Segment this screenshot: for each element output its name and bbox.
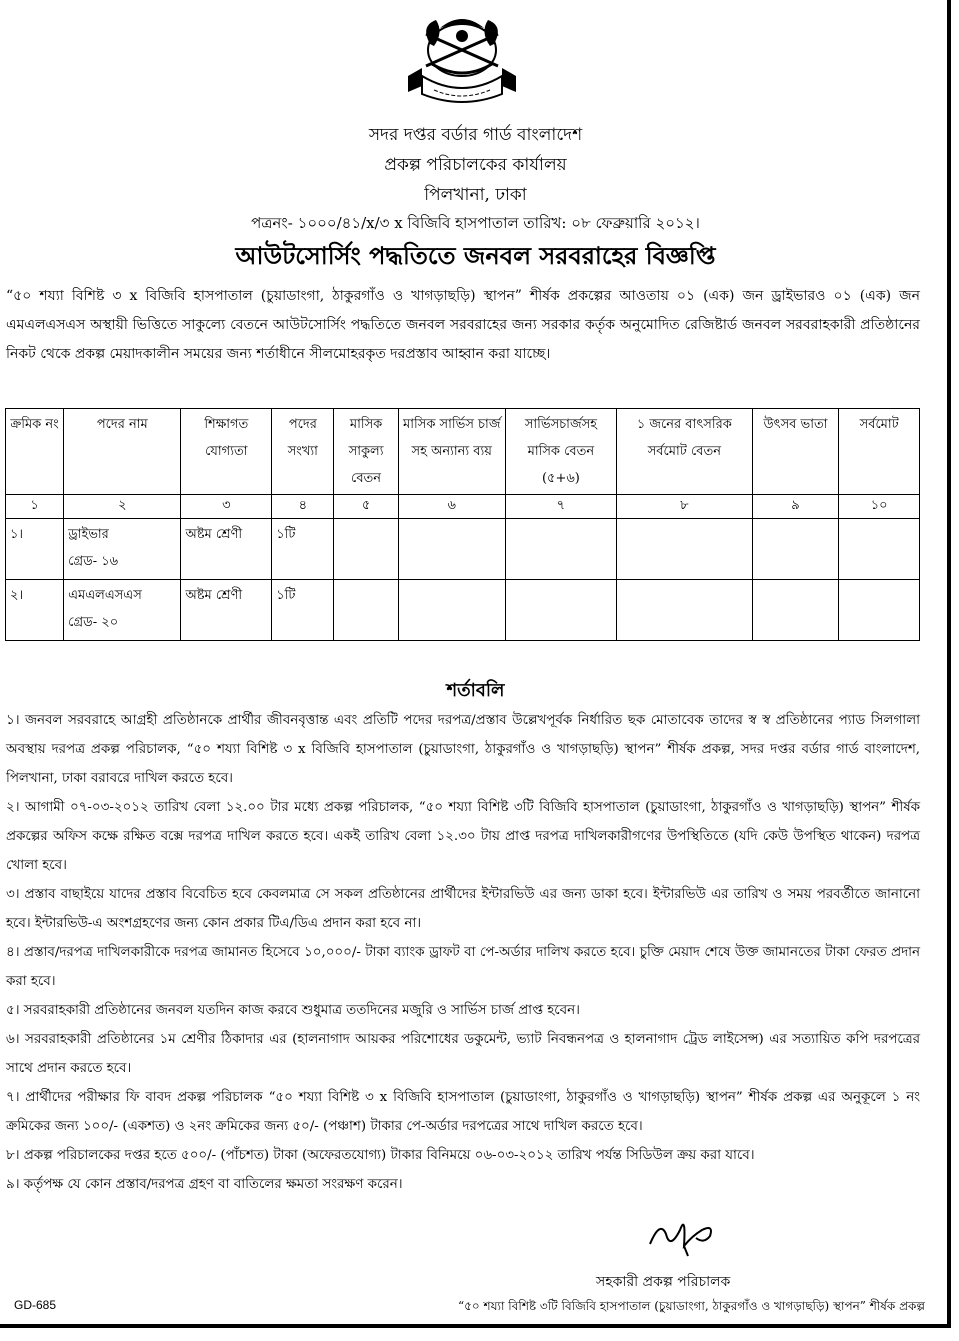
col-number: ৩ <box>181 495 272 519</box>
col-service-charge: মাসিক সার্ভিস চার্জ সহ অন্যান্য ব্যয় <box>398 409 505 495</box>
empty-cell <box>398 519 505 580</box>
col-education: শিক্ষাগত যোগ্যতা <box>181 409 272 495</box>
empty-cell <box>617 580 753 641</box>
empty-cell <box>617 519 753 580</box>
col-monthly-total: সার্ভিসচার্জসহ মাসিক বেতন (৫+৬) <box>505 409 616 495</box>
col-grand-total: সর্বমোট <box>839 409 920 495</box>
term-item: ৯। কর্তৃপক্ষ যে কোন প্রস্তাব/দরপত্র গ্রহণ বা বাতিলের ক্ষমতা সংরক্ষণ করেন। <box>6 1177 403 1192</box>
signatory-project: “৫০ শয্যা বিশিষ্ট ৩টি বিজিবি হাসপাতাল (চুয়াডাংগা, ঠাকুরগাঁও ও খাগড়াছড়ি) স্থাপন” শীর্ষক প্রকল্প <box>457 1299 925 1313</box>
post-grade: গ্রেড- ২০ <box>68 615 119 630</box>
term-item: ৫। সরবরাহকারী প্রতিষ্ঠানের জনবল যতদিন কাজ করবে শুধুমাত্র ততদিনের মজুরি ও সার্ভিস চার্জ প্রাপ্ত হবেন। <box>6 1003 580 1018</box>
office-location: পিলখানা, ঢাকা <box>424 185 527 205</box>
posts-table <box>5 408 920 641</box>
bgb-emblem-icon <box>400 6 524 110</box>
term-item: ৩। প্রস্তাব বাছাইয়ে যাদের প্রস্তাব বিবেচিত হবে কেবলমাত্র সে সকল প্রতিষ্ঠানের প্রার্থীদের ইন্টারভিউ এর জন্য ডাকা হবে। ইন্টারভিউ এর তারিখ ও সময় পরবর্তীতে জানানো হবে। ইন্টারভিউ-এ অংশগ্রহণের জন্য কোন প্রকার টিএ/ডিএ প্রদান করা হবে না। <box>6 887 920 931</box>
term-item: ৪। প্রস্তাব/দরপত্র দাখিলকারীকে দরপত্র জামানত হিসেবে ১০,০০০/- টাকা ব্যাংক ড্রাফট বা পে-অর্ডার দালিখ করতে হবে। চুক্তি মেয়াদ শেষে উক্ত জামানতের টাকা ফেরত প্রদান করা হবে। <box>6 945 920 989</box>
notice-title: আউটসোর্সিং পদ্ধতিতে জনবল সরবরাহের বিজ্ঞপ্তি <box>235 241 716 270</box>
table-row <box>6 519 920 580</box>
row-post-count: ১টি <box>272 580 334 641</box>
column-number-row <box>6 495 920 519</box>
col-yearly-total: ১ জনের বাৎসরিক সর্বমোট বেতন <box>617 409 753 495</box>
term-item: ৭। প্রার্থীদের পরীক্ষার ফি বাবদ প্রকল্প পরিচালক “৫০ শয্যা বিশিষ্ট ৩ x বিজিবি হাসপাতাল (চুয়াডাংগা, ঠাকুরগাঁও ও খাগড়াছড়ি) স্থাপন” শীর্ষক প্রকল্প এর অনুকূলে ১ নং ক্রমিকের জন্য ১০০/- (একশত) ও ২নং ক্রমিকের জন্য ৫০/- (পঞ্চাশ) টাকার পে-অর্ডার দরপত্রের সাথে দাখিল করতে হবে। <box>6 1090 920 1134</box>
col-number: ৪ <box>272 495 334 519</box>
empty-cell <box>334 580 398 641</box>
col-festival-allowance: উৎসব ভাতা <box>752 409 839 495</box>
row-post-count: ১টি <box>272 519 334 580</box>
org-name: সদর দপ্তর বর্ডার গার্ড বাংলাদেশ <box>368 125 583 145</box>
col-number: ৭ <box>505 495 616 519</box>
col-number: ৯ <box>752 495 839 519</box>
empty-cell <box>398 580 505 641</box>
terms-list <box>6 706 920 1199</box>
col-number: ৮ <box>617 495 753 519</box>
empty-cell <box>334 519 398 580</box>
office-name: প্রকল্প পরিচালকের কার্যালয় <box>384 155 567 175</box>
empty-cell <box>752 580 839 641</box>
post-name: এমএলএসএস <box>68 588 142 603</box>
col-number: ৫ <box>334 495 398 519</box>
empty-cell <box>505 580 616 641</box>
signatory-title: সহকারী প্রকল্প পরিচালক <box>596 1274 731 1290</box>
col-number: ২ <box>64 495 181 519</box>
col-post-name: পদের নাম <box>64 409 181 495</box>
document-code: GD-685 <box>14 1298 57 1312</box>
term-item: ২। আগামী ০৭-০৩-২০১২ তারিখ বেলা ১২.০০ টার মধ্যে প্রকল্প পরিচালক, “৫০ শয্যা বিশিষ্ট ৩টি বিজিবি হাসপাতাল (চুয়াডাংগা, ঠাকুরগাঁও ও খাগড়াছড়ি) স্থাপন” শীর্ষক প্রকল্পের অফিস কক্ষে রক্ষিত বক্সে দরপত্র দাখিল করতে হবে। একই তারিখ বেলা ১২.৩০ টায় প্রাপ্ত দরপত্র দাখিলকারীগণের উপস্থিতিতে (যদি কেউ উপস্থিত থাকেন) দরপত্র খোলা হবে। <box>6 800 920 873</box>
term-item: ৬। সরবরাহকারী প্রতিষ্ঠানের ১ম শ্রেণীর ঠিকাদার এর (হালনাগাদ আয়কর পরিশোধের ডকুমেন্ট, ভ্যাট নিবন্ধনপত্র ও হালনাগাদ ট্রেড লাইসেন্স) এর সত্যায়িত কপি দরপত্রের সাথে প্রদান করতে হবে। <box>6 1032 920 1076</box>
term-item: ১। জনবল সরবরাহে আগ্রহী প্রতিষ্ঠানকে প্রার্থীর জীবনবৃত্তান্ত এবং প্রতিটি পদের দরপত্র/প্রস্তাব উল্লেখপূর্বক নির্ধারিত ছক মোতাবেক তাদের স্ব স্ব প্রতিষ্ঠানের প্যাড সিলগালা অবস্থায় দরপত্র প্রকল্প পরিচালক, “৫০ শয্যা বিশিষ্ট ৩ x বিজিবি হাসপাতাল (চুয়াডাংগা, ঠাকুরগাঁও ও খাগড়াছড়ি) স্থাপন” শীর্ষক প্রকল্প, সদর দপ্তর বর্ডার গার্ড বাংলাদেশ, পিলখানা, ঢাকা বরাবরে দাখিল করতে হবে। <box>6 713 920 786</box>
row-post-name <box>64 580 181 641</box>
col-number: ১ <box>6 495 64 519</box>
empty-cell <box>505 519 616 580</box>
row-serial: ১। <box>6 519 64 580</box>
post-grade: গ্রেড- ১৬ <box>68 554 119 569</box>
col-monthly-salary: মাসিক সাকুল্য বেতন <box>334 409 398 495</box>
empty-cell <box>752 519 839 580</box>
col-number: ১০ <box>839 495 920 519</box>
col-serial: ক্রমিক নং <box>6 409 64 495</box>
empty-cell <box>839 519 920 580</box>
col-post-count: পদের সংখ্যা <box>272 409 334 495</box>
reference-line: পত্রনং- ১০০০/৪১/x/৩ x বিজিবি হাসপাতাল তারিখ: ০৮ ফেব্রুয়ারি ২০১২। <box>251 214 700 232</box>
intro-paragraph: “৫০ শয্যা বিশিষ্ট ৩ x বিজিবি হাসপাতাল (চুয়াডাংগা, ঠাকুরগাঁও ও খাগড়াছড়ি) স্থাপন” শীর্ষক প্রকল্পের আওতায় ০১ (এক) জন ড্রাইভারও ০১ (এক) জন এমএলএসএস অস্থায়ী ভিত্তিতে সাকুল্যে বেতনে আউটসোর্সিং পদ্ধতিতে জনবল সরবরাহের জন্য সরকার কর্তৃক অনুমোদিত রেজিষ্টার্ড জনবল সরবরাহকারী প্রতিষ্ঠানের নিকট থেকে প্রকল্প মেয়াদকালীন সময়ের জন্য শর্তাধীনে সীলমোহরকৃত দরপ্রস্তাব আহ্বান করা যাচ্ছে। <box>6 288 920 362</box>
term-item: ৮। প্রকল্প পরিচালকের দপ্তর হতে ৫০০/- (পাঁচশত) টাকা (অফেরতযোগ্য) টাকার বিনিময়ে ০৬-০৩-২০১২ তারিখ পর্যন্ত সিডিউল ক্রয় করা যাবে। <box>6 1148 755 1163</box>
empty-cell <box>839 580 920 641</box>
table-row <box>6 580 920 641</box>
terms-heading: শর্তাবলি <box>446 680 505 701</box>
table-header-row <box>6 409 920 495</box>
row-education: অষ্টম শ্রেণী <box>181 519 272 580</box>
row-post-name <box>64 519 181 580</box>
handwritten-signature-icon <box>640 1200 730 1260</box>
row-serial: ২। <box>6 580 64 641</box>
row-education: অষ্টম শ্রেণী <box>181 580 272 641</box>
post-name: ড্রাইভার <box>68 527 109 542</box>
col-number: ৬ <box>398 495 505 519</box>
